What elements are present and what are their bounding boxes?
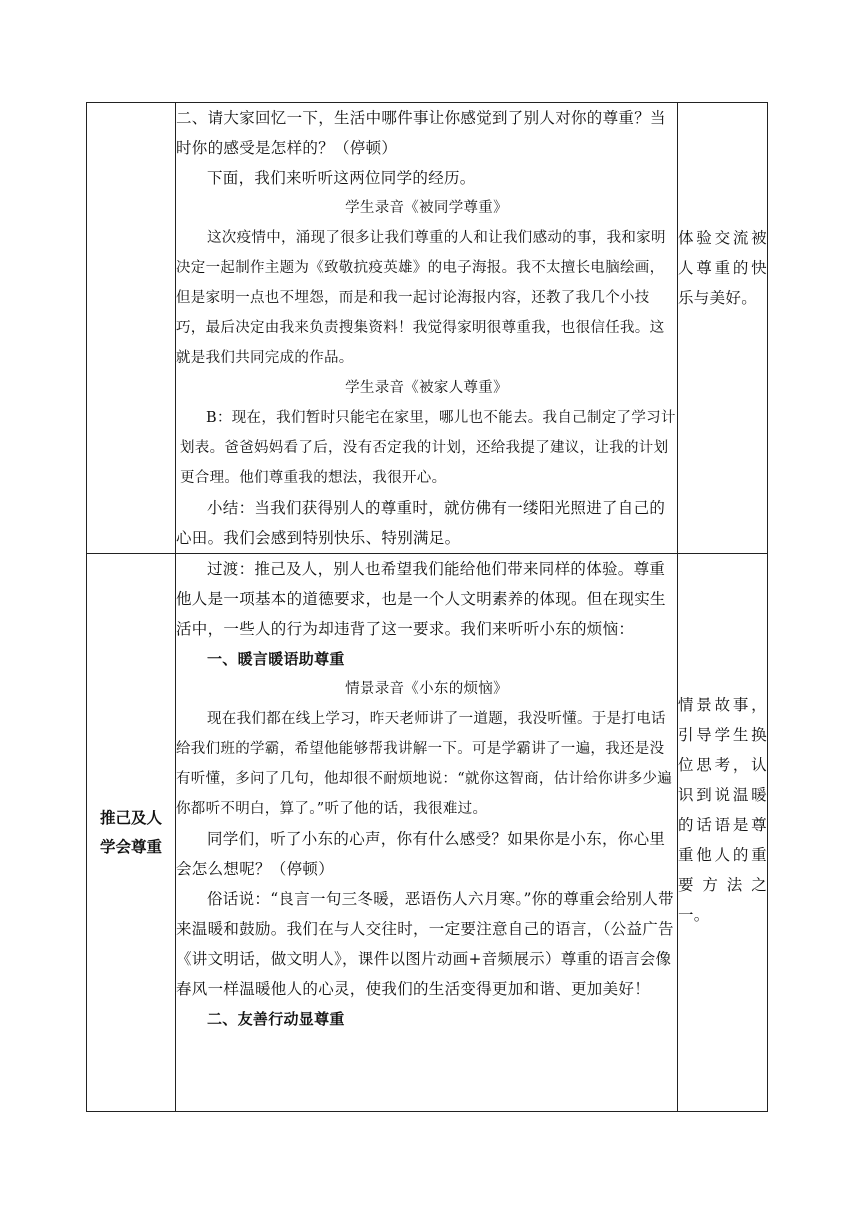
section-title-cell xyxy=(87,103,176,554)
summary-paragraph: 小结：当我们获得别人的尊重时，就仿佛有一缕阳光照进了自己的心田。我们会感到特别快乐、特别满足。 xyxy=(176,499,666,547)
recording-title: 情景录音《小东的烦恼》 xyxy=(345,681,508,697)
design-intent-cell xyxy=(678,554,768,1112)
recording-text: B：现在，我们暂时只能宅在家里，哪儿也不能去。我自己制定了学习计划表。爸爸妈妈看了后，没有否定我的计划，还给我提了建议，让我的计划更合理。他们尊重我的想法，我很开心。 xyxy=(180,410,676,486)
question-paragraph: 同学们，听了小东的心声，你有什么感受？如果你是小东，你心里会怎么想呢？（停顿） xyxy=(176,830,666,878)
table-row xyxy=(87,554,768,1112)
lesson-plan-table xyxy=(86,102,768,1112)
table-row xyxy=(87,103,768,554)
design-intent-text: 情景故事，引导学生换位思考，认识到说温暖的话语是尊重他人的重要方法之一。 xyxy=(678,696,767,924)
intro-paragraph: 下面，我们来听听这两位同学的经历。 xyxy=(207,169,476,187)
section-title-line: 学会尊重 xyxy=(99,837,162,856)
question-paragraph: 二、请大家回忆一下，生活中哪件事让你感觉到了别人对你的尊重？当时你的感受是怎样的？（停顿） xyxy=(176,109,666,157)
subheading: 二、友善行动显尊重 xyxy=(207,1010,345,1028)
teaching-content-cell xyxy=(176,103,678,554)
explanation-paragraph: 俗话说：“良言一句三冬暖，恶语伤人六月寒。”你的尊重会给别人带来温暖和鼓励。我们在与人交往时，一定要注意自己的语言，（公益广告《讲文明话，做文明人》，课件以图片动画+音频展示）尊重的语言会像春风一样温暖他人的心灵，使我们的生活变得更加和谐、更加美好！ xyxy=(176,890,674,998)
design-intent-cell xyxy=(678,103,768,554)
recording-title: 学生录音《被同学尊重》 xyxy=(345,200,508,216)
recording-title: 学生录音《被家人尊重》 xyxy=(345,380,508,396)
transition-paragraph: 过渡：推己及人，别人也希望我们能给他们带来同样的体验。尊重他人是一项基本的道德要求，也是一个人文明素养的体现。但在现实生活中，一些人的行为却违背了这一要求。我们来听听小东的烦恼： xyxy=(176,560,666,638)
subheading: 一、暖言暖语助尊重 xyxy=(207,650,345,668)
section-title-line: 推己及人 xyxy=(99,808,162,827)
design-intent-text: 体验交流被人尊重的快乐与美好。 xyxy=(678,229,767,307)
teaching-content-cell xyxy=(176,554,678,1112)
recording-text: 现在我们都在线上学习，昨天老师讲了一道题，我没听懂。于是打电话给我们班的学霸，希望他能够帮我讲解一下。可是学霸讲了一遍，我还是没有听懂，多问了几句，他却很不耐烦地说：“就你这智商，估计给你讲多少遍你都听不明白，算了。”听了他的话，我很难过。 xyxy=(176,711,673,817)
section-title-cell xyxy=(87,554,176,1112)
recording-text: 这次疫情中，涌现了很多让我们尊重的人和让我们感动的事，我和家明决定一起制作主题为《致敬抗疫英雄》的电子海报。我不太擅长电脑绘画，但是家明一点也不埋怨，而是和我一起讨论海报内容，还教了我几个小技巧，最后决定由我来负责搜集资料！我觉得家明很尊重我，也很信任我。这就是我们共同完成的作品。 xyxy=(176,230,666,366)
